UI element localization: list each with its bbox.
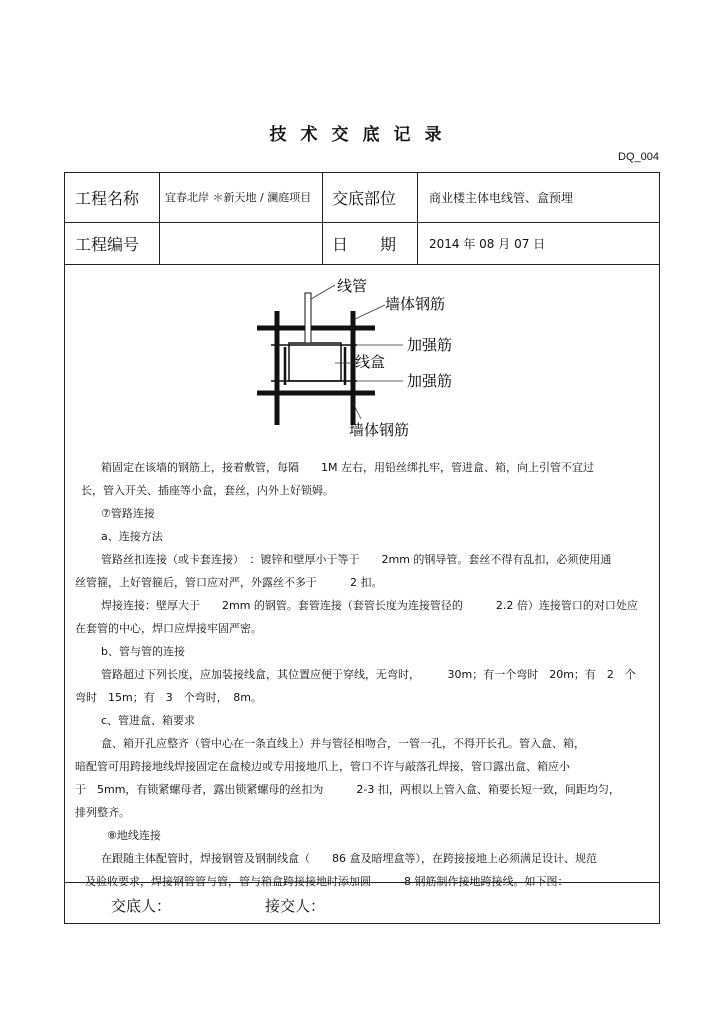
document-number: DQ_004 xyxy=(618,151,659,163)
label-wall-rebar-bottom: 墙体钢筋 xyxy=(349,421,410,439)
section-label: 交底部位 xyxy=(332,189,397,208)
date-label: 日 期 xyxy=(332,234,397,254)
content-line: 在跟随主体配管时，焊接钢管及钢制线盒（ 86 盒及暗埋盒等），在跨接接地上必须满足设计、规范 xyxy=(101,852,597,865)
receiver-person-label: 接交人： xyxy=(265,897,326,915)
content-line: ⑦管路连接 xyxy=(101,507,155,520)
project-name-value: 宜春北岸 ＊新天地 / 澜庭项目 xyxy=(165,190,312,204)
content-line: 暗配管可用跨接地线焊接固定在盒棱边或专用接地爪上，管口不许与敲落孔焊接，管口露出盒、箱应小 xyxy=(75,760,570,773)
leader-line xyxy=(311,285,335,299)
leader-line xyxy=(355,305,385,319)
content-line: 在套管的中心，焊口应焊接牢固严密。 xyxy=(75,622,262,635)
record-table xyxy=(64,172,660,924)
column-divider xyxy=(417,173,418,264)
junction-box xyxy=(289,343,341,381)
label-reinforce-2: 加强筋 xyxy=(407,372,453,390)
content-line: ⑧地线连接 xyxy=(107,829,161,842)
content-line: 于 5mm，有锁紧螺母者，露出锁紧螺母的丝扣为 2-3 扣，两根以上管入盒、箱要长短一致，间距均匀， xyxy=(75,783,620,796)
content-line: 管路超过下列长度，应加装接线盒，其位置应便于穿线，无弯时， 30m；有一个弯时 20m；有 2 个 xyxy=(101,668,636,681)
content-line: 及验收要求，焊接钢管管与管，管与箱盒跨接接地时添加圆 8 钢筋制作接地跨接线。如下图： xyxy=(85,875,569,888)
label-box: 线盒 xyxy=(355,353,386,371)
project-name-label: 工程名称 xyxy=(75,189,140,208)
column-divider xyxy=(159,173,160,264)
content-line: c、管进盒、箱要求 xyxy=(101,714,196,727)
content-line: 焊接连接：壁厚大于 2mm 的钢管。套管连接（套管长度为连接管径的 2.2 倍）连接管口的对口处应 xyxy=(101,599,638,612)
row-divider xyxy=(65,264,659,265)
content-line: b、管与管的连接 xyxy=(101,645,185,658)
column-divider xyxy=(322,173,323,264)
content-line: 盒、箱开孔应整齐（管中心在一条直线上）并与管径相吻合，一管一孔，不得开长孔。管入盒、箱， xyxy=(101,737,585,750)
content-line: 排列整齐。 xyxy=(75,806,130,819)
label-reinforce-1: 加强筋 xyxy=(407,336,453,354)
date-value: 2014 年 08 月 07 日 xyxy=(429,236,546,251)
conduit xyxy=(305,293,311,343)
label-conduit: 线管 xyxy=(337,277,368,295)
content-line: 弯时 15m；有 3 个弯时， 8m。 xyxy=(75,691,262,704)
handover-person-label: 交底人： xyxy=(111,897,172,915)
content-line: 丝管箍，上好管箍后，管口应对严，外露丝不多于 2 扣。 xyxy=(75,576,383,589)
content-line: 箱固定在该墙的钢筋上，接着敷管，每隔 1M 左右，用铅丝绑扎牢，管进盒、箱，向上引管不宜过 xyxy=(101,461,594,474)
body-content xyxy=(75,456,655,893)
content-line: a、连接方法 xyxy=(101,530,163,543)
label-wall-rebar-top: 墙体钢筋 xyxy=(385,295,446,313)
content-line: 长，管入开关、插座等小盒，套丝，内外上好锁姆。 xyxy=(81,484,334,497)
document-title: 技术交底记录 xyxy=(269,125,456,145)
project-no-label: 工程编号 xyxy=(75,234,140,254)
content-line: 管路丝扣连接（或卡套连接） ：镀锌和壁厚小于等于 2mm 的钢导管。套丝不得有乱扣，必须使用通 xyxy=(101,553,612,566)
section-value: 商业楼主体电线管、盒预埋 xyxy=(429,191,574,205)
rebar-box-diagram xyxy=(245,273,505,443)
